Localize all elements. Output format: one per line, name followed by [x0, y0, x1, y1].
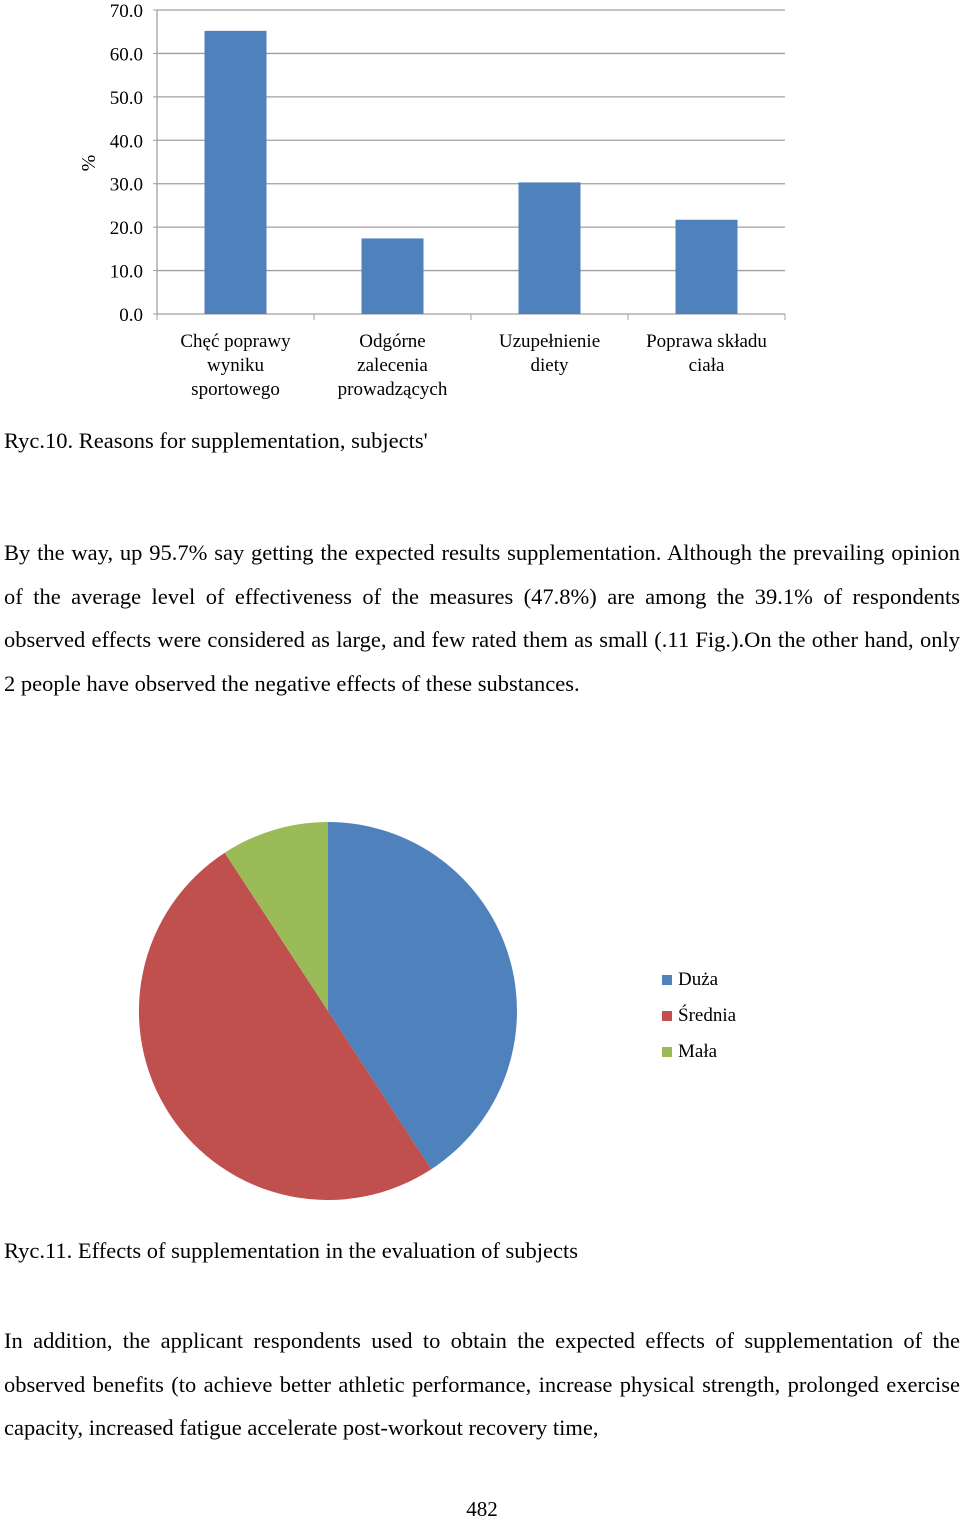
x-tick-label: wyniku	[207, 355, 264, 376]
legend-label: Średnia	[678, 1005, 737, 1026]
x-tick-label: prowadzących	[337, 379, 448, 400]
pie-chart	[0, 800, 640, 1220]
y-tick-label: 40.0	[109, 131, 143, 153]
x-tick-label: ciała	[688, 355, 725, 376]
x-tick-label: Poprawa składu	[646, 331, 767, 352]
y-tick-label: 60.0	[109, 44, 143, 66]
legend-swatch	[662, 1047, 672, 1057]
pie-legend	[662, 962, 736, 1070]
paragraph-effects: By the way, up 95.7% say getting the expected results supplementation. Although the prevailing opinion of the average level of effectiveness of the measures (47.8%) are among the 39.1% of respondents observed effects were considered as large, and few rated them as small (.11 Fig.).On the other hand, only 2 people have observed the negative effects of these substances.	[4, 540, 960, 696]
legend-swatch	[662, 975, 672, 985]
legend-item	[662, 1034, 736, 1070]
legend-item	[662, 962, 736, 998]
y-tick-label: 0.0	[119, 305, 143, 326]
x-tick-label: diety	[530, 355, 569, 376]
x-tick-label: zalecenia	[357, 355, 428, 376]
figure-11-caption: Ryc.11. Effects of supplementation in the evaluation of subjects	[4, 1238, 578, 1263]
y-tick-label: 70.0	[109, 1, 143, 22]
x-tick-label: Uzupełnienie	[498, 331, 601, 352]
paragraph-benefits: In addition, the applicant respondents used to obtain the expected effects of supplementation of the observed benefits (to achieve better athletic performance, increase physical strength, prolonged exercise capacity, increased fatigue accelerate post-workout recovery time,	[4, 1328, 960, 1441]
bar	[362, 238, 424, 314]
x-tick-label: sportowego	[191, 379, 280, 400]
legend-label: Duża	[678, 969, 719, 990]
y-tick-label: 50.0	[109, 87, 143, 109]
bar-chart	[0, 0, 960, 410]
bar	[205, 31, 267, 314]
y-tick-label: 30.0	[109, 174, 143, 196]
bar	[519, 182, 581, 314]
y-tick-label: 20.0	[109, 218, 143, 240]
x-tick-label: Odgórne	[359, 331, 426, 352]
legend-swatch	[662, 1011, 672, 1021]
figure-10-caption: Ryc.10. Reasons for supplementation, subjects'	[4, 428, 428, 453]
y-axis-label: %	[78, 154, 100, 172]
bar	[676, 220, 738, 314]
x-tick-label: Chęć poprawy	[180, 331, 291, 352]
y-tick-label: 10.0	[109, 261, 143, 283]
legend-label: Mała	[678, 1041, 718, 1062]
page-number: 482	[466, 1497, 498, 1521]
legend-item	[662, 998, 736, 1034]
